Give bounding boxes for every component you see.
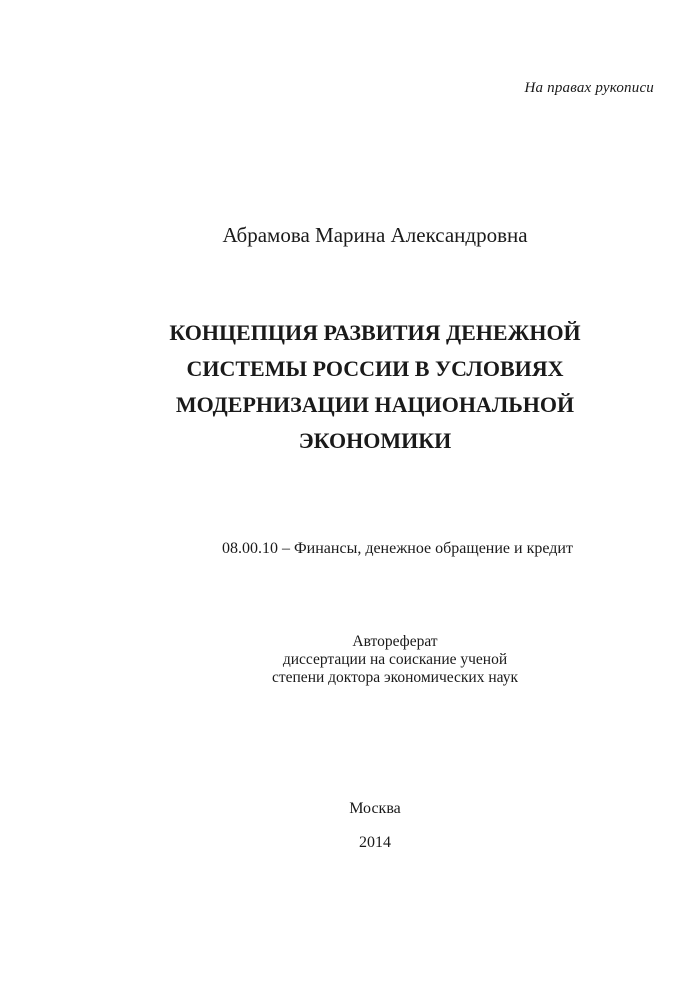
dissertation-title [130, 315, 620, 459]
rights-note: На правах рукописи [524, 80, 654, 96]
abstract-line: степени доктора экономических наук [271, 669, 519, 686]
year: 2014 [359, 834, 391, 851]
abstract-line: Автореферат [352, 633, 438, 650]
specialty-code: 08.00.10 – Финансы, денежное обращение и кредит [222, 540, 573, 557]
author-name: Абрамова Марина Александровна [222, 223, 528, 247]
abstract-description [200, 633, 590, 687]
title-line: МОДЕРНИЗАЦИИ НАЦИОНАЛЬНОЙ [175, 392, 575, 417]
city: Москва [349, 800, 401, 817]
title-line: СИСТЕМЫ РОССИИ В УСЛОВИЯХ [186, 356, 564, 381]
title-line: ЭКОНОМИКИ [298, 428, 452, 453]
title-line: КОНЦЕПЦИЯ РАЗВИТИЯ ДЕНЕЖНОЙ [169, 320, 581, 345]
abstract-line: диссертации на соискание ученой [282, 651, 508, 668]
